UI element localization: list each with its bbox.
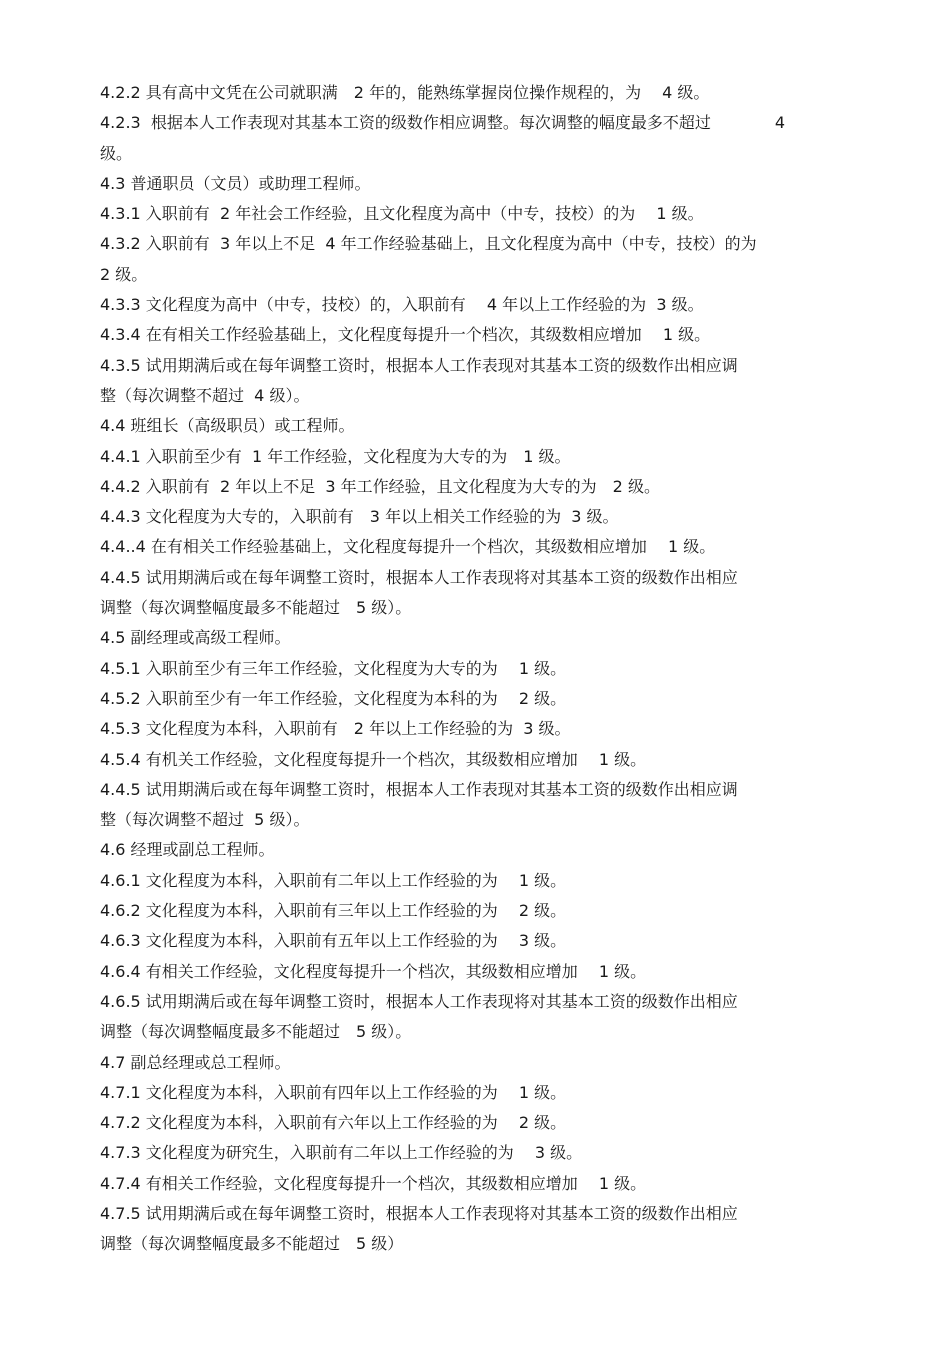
section-heading: 4.3 普通职员（文员）或助理工程师。 [100, 173, 371, 193]
text-line: 4.4.5 试用期满后或在每年调整工资时，根据本人工作表现将对其基本工资的级数作出相应 [100, 567, 738, 587]
text-line: 调整（每次调整幅度最多不能超过 5 级） [100, 1234, 404, 1254]
text-line: 4.7.2 文化程度为本科，入职前有六年以上工作经验的为 2 级。 [100, 1113, 567, 1133]
text-line: 4.5.2 入职前至少有一年工作经验，文化程度为本科的为 2 级。 [100, 688, 567, 708]
text-line: 4.4.5 试用期满后或在每年调整工资时，根据本人工作表现对其基本工资的级数作出相应调 [100, 779, 738, 799]
text-line: 4.3.3 文化程度为高中（中专，技校）的，入职前有 4 年以上工作经验的为 3 级。 [100, 295, 704, 315]
text-line: 调整（每次调整幅度最多不能超过 5 级）。 [100, 1022, 412, 1042]
text-line: 整（每次调整不超过 4 级）。 [100, 385, 310, 405]
text-line: 4.4.2 入职前有 2 年以上不足 3 年工作经验，且文化程度为大专的为 2 级。 [100, 476, 660, 496]
text-line: 4.6.3 文化程度为本科，入职前有五年以上工作经验的为 3 级。 [100, 931, 567, 951]
text-line: 4.4..4 在有相关工作经验基础上，文化程度每提升一个档次，其级数相应增加 1 级。 [100, 537, 716, 557]
text-line: 4.5.3 文化程度为本科，入职前有 2 年以上工作经验的为 3 级。 [100, 719, 571, 739]
text-line: 4.3.4 在有相关工作经验基础上，文化程度每提升一个档次，其级数相应增加 1 级。 [100, 325, 711, 345]
document-body [100, 78, 860, 1260]
section-heading: 4.7 副总经理或总工程师。 [100, 1052, 291, 1072]
text-line: 整（每次调整不超过 5 级）。 [100, 810, 310, 830]
section-heading: 4.6 经理或副总工程师。 [100, 840, 275, 860]
text-line: 4.6.4 有相关工作经验，文化程度每提升一个档次，其级数相应增加 1 级。 [100, 961, 647, 981]
text-line: 4.5.1 入职前至少有三年工作经验，文化程度为大专的为 1 级。 [100, 658, 567, 678]
text-line: 4.4.3 文化程度为大专的，入职前有 3 年以上相关工作经验的为 3 级。 [100, 507, 619, 527]
text-line: 4.3.5 试用期满后或在每年调整工资时，根据本人工作表现对其基本工资的级数作出相应调 [100, 355, 738, 375]
text-line: 4.7.3 文化程度为研究生，入职前有二年以上工作经验的为 3 级。 [100, 1143, 583, 1163]
text-line: 4.4.1 入职前至少有 1 年工作经验，文化程度为大专的为 1 级。 [100, 446, 571, 466]
section-heading: 4.4 班组长（高级职员）或工程师。 [100, 416, 355, 436]
text-line: 4.2.2 具有高中文凭在公司就职满 2 年的，能熟练掌握岗位操作规程的，为 4 级。 [100, 83, 710, 102]
text-line: 4.5.4 有机关工作经验，文化程度每提升一个档次，其级数相应增加 1 级。 [100, 749, 647, 769]
text-line: 4.6.1 文化程度为本科，入职前有二年以上工作经验的为 1 级。 [100, 870, 567, 890]
text-line: 4.6.2 文化程度为本科，入职前有三年以上工作经验的为 2 级。 [100, 901, 567, 921]
text-line: 4.3.1 入职前有 2 年社会工作经验，且文化程度为高中（中专，技校）的为 1 级。 [100, 204, 704, 224]
text-line: 级。 [100, 143, 133, 163]
text-line: 4.2.3 根据本人工作表现对其基本工资的级数作相应调整。每次调整的幅度最多不超过 4 [100, 113, 786, 133]
section-heading: 4.5 副经理或高级工程师。 [100, 628, 291, 648]
text-line: 4.6.5 试用期满后或在每年调整工资时，根据本人工作表现将对其基本工资的级数作出相应 [100, 991, 738, 1011]
text-line: 2 级。 [100, 264, 148, 284]
text-line: 4.7.5 试用期满后或在每年调整工资时，根据本人工作表现将对其基本工资的级数作出相应 [100, 1203, 738, 1223]
text-line: 4.3.2 入职前有 3 年以上不足 4 年工作经验基础上，且文化程度为高中（中专，技校）的为 [100, 234, 757, 254]
text-line: 4.7.4 有相关工作经验，文化程度每提升一个档次，其级数相应增加 1 级。 [100, 1173, 647, 1193]
text-line: 4.7.1 文化程度为本科，入职前有四年以上工作经验的为 1 级。 [100, 1082, 567, 1102]
text-line: 调整（每次调整幅度最多不能超过 5 级）。 [100, 598, 412, 618]
